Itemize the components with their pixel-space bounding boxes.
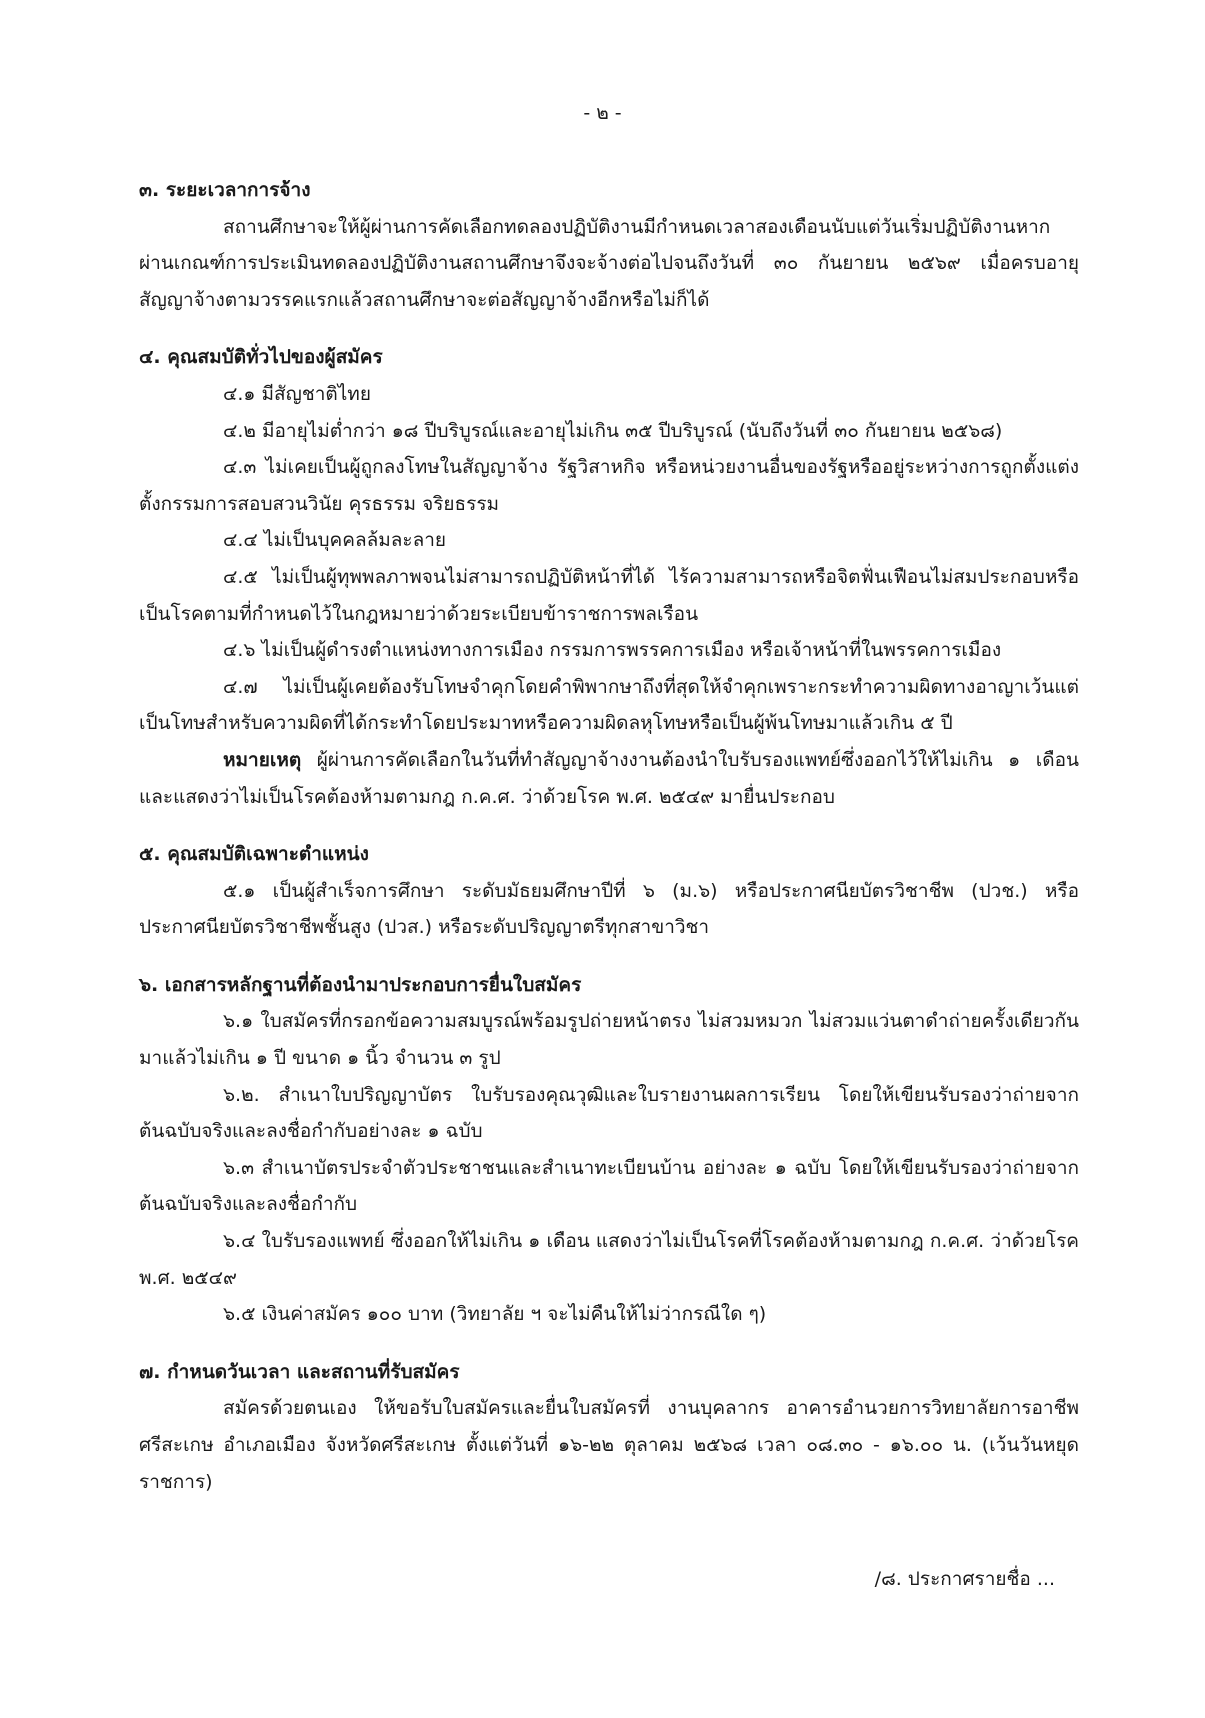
note-label: หมายเหตุ bbox=[223, 748, 302, 771]
paragraph: ๔.๒ มีอายุไม่ต่ำกว่า ๑๘ ปีบริบูรณ์และอายุไม่เกิน ๓๕ ปีบริบูรณ์ (นับถึงวันที่ ๓๐ กันยายน ๒๕๖๘) bbox=[223, 419, 1003, 442]
document-body bbox=[139, 172, 1079, 1500]
note-paragraph bbox=[139, 742, 1079, 815]
paragraph: ๔.๑ มีสัญชาติไทย bbox=[223, 382, 371, 405]
section-heading: ๖. เอกสารหลักฐานที่ต้องนำมาประกอบการยื่นใบสมัคร bbox=[139, 973, 582, 996]
paragraph: ๔.๔ ไม่เป็นบุคคลล้มละลาย bbox=[223, 529, 447, 552]
page-number: - ๒ - bbox=[583, 102, 622, 124]
paragraph: ๖.๑ ใบสมัครที่กรอกข้อความสมบูรณ์พร้อมรูปถ่ายหน้าตรง ไม่สวมหมวก ไม่สวมแว่นตาดำถ่ายครั้งเดียวกัน มาแล้วไม่เกิน ๑ ปี ขนาด ๑ นิ้ว จำนวน ๓ รูป bbox=[139, 1010, 1079, 1070]
section-heading: ๗. กำหนดวันเวลา และสถานที่รับสมัคร bbox=[139, 1360, 460, 1383]
paragraph: สถานศึกษาจะให้ผู้ผ่านการคัดเลือกทดลองปฏิบัติงานมีกำหนดเวลาสองเดือนนับแต่วันเริ่มปฏิบัติงานหากผ่านเกณฑ์การประเมินทดลองปฏิบัติงานสถานศึกษาจึงจะจ้างต่อไปจนถึงวันที่ ๓๐ กันยายน ๒๕๖๙ เมื่อครบอายุสัญญาจ้างตามวรรคแรกแล้วสถานศึกษาจะต่อสัญญาจ้างอีกหรือไม่ก็ได้ bbox=[139, 215, 1079, 311]
paragraph: ๖.๓ สำเนาบัตรประจำตัวประชาชนและสำเนาทะเบียนบ้าน อย่างละ ๑ ฉบับ โดยให้เขียนรับรองว่าถ่ายจากต้นฉบับจริงและลงชื่อกำกับ bbox=[139, 1156, 1079, 1216]
section-heading: ๔. คุณสมบัติทั่วไปของผู้สมัคร bbox=[139, 346, 383, 369]
paragraph: สมัครด้วยตนเอง ให้ขอรับใบสมัครและยื่นใบสมัครที่ งานบุคลากร อาคารอำนวยการวิทยาลัยการอาชีพศรีสะเกษ อำเภอเมือง จังหวัดศรีสะเกษ ตั้งแต่วันที่ ๑๖-๒๒ ตุลาคม ๒๕๖๘ เวลา ๐๘.๓๐ - ๑๖.๐๐ น. (เว้นวันหยุดราชการ) bbox=[139, 1397, 1079, 1493]
section-heading: ๕. คุณสมบัติเฉพาะตำแหน่ง bbox=[139, 843, 369, 866]
section-required-documents bbox=[139, 967, 1079, 1333]
section-application-schedule bbox=[139, 1354, 1079, 1500]
paragraph: ๖.๔ ใบรับรองแพทย์ ซึ่งออกให้ไม่เกิน ๑ เดือน แสดงว่าไม่เป็นโรคที่โรคต้องห้ามตามกฎ ก.ค.ศ. ว่าด้วยโรค พ.ศ. ๒๕๔๙ bbox=[139, 1230, 1079, 1289]
section-position-qualifications bbox=[139, 836, 1079, 946]
paragraph: ๔.๖ ไม่เป็นผู้ดำรงตำแหน่งทางการเมือง กรรมการพรรคการเมือง หรือเจ้าหน้าที่ในพรรคการเมือง bbox=[223, 639, 1002, 662]
paragraph: ๔.๕ ไม่เป็นผู้ทุพพลภาพจนไม่สามารถปฏิบัติหน้าที่ได้ ไร้ความสามารถหรือจิตฟั่นเฟือนไม่สมประกอบหรือเป็นโรคตามที่กำหนดไว้ในกฎหมายว่าด้วยระเบียบข้าราชการพลเรือน bbox=[139, 565, 1079, 625]
next-page-reference: /๘. ประกาศรายชื่อ ... bbox=[874, 1568, 1055, 1590]
paragraph: ๔.๓ ไม่เคยเป็นผู้ถูกลงโทษในสัญญาจ้าง รัฐวิสาหกิจ หรือหน่วยงานอื่นของรัฐหรืออยู่ระหว่างการถูกตั้งแต่งตั้งกรรมการสอบสวนวินัย คุรธรรม จริยธรรม bbox=[139, 456, 1079, 515]
note-text: ผู้ผ่านการคัดเลือกในวันที่ทำสัญญาจ้างงานต้องนำใบรับรองแพทย์ซึ่งออกไว้ให้ไม่เกิน ๑ เดือนและแสดงว่าไม่เป็นโรคต้องห้ามตามกฎ ก.ค.ศ. ว่าด้วยโรค พ.ศ. ๒๕๔๙ มายื่นประกอบ bbox=[139, 748, 1079, 808]
section-employment-period bbox=[139, 172, 1079, 318]
section-heading: ๓. ระยะเวลาการจ้าง bbox=[139, 179, 311, 201]
paragraph: ๔.๗ ไม่เป็นผู้เคยต้องรับโทษจำคุกโดยคำพิพากษาถึงที่สุดให้จำคุกเพราะกระทำความผิดทางอาญาเว้นแต่เป็นโทษสำหรับความผิดที่ได้กระทำโดยประมาทหรือความผิดลหุโทษหรือเป็นผู้พ้นโทษมาแล้วเกิน ๕ ปี bbox=[139, 675, 1079, 735]
paragraph: ๖.๕ เงินค่าสมัคร ๑๐๐ บาท (วิทยาลัย ฯ จะไม่คืนให้ไม่ว่ากรณีใด ๆ) bbox=[223, 1303, 767, 1326]
paragraph: ๕.๑ เป็นผู้สำเร็จการศึกษา ระดับมัธยมศึกษาปีที่ ๖ (ม.๖) หรือประกาศนียบัตรวิชาชีพ (ปวช.) หรือประกาศนียบัตรวิชาชีพชั้นสูง (ปวส.) หรือระดับปริญญาตรีทุกสาขาวิชา bbox=[139, 879, 1079, 939]
section-general-qualifications bbox=[139, 339, 1079, 815]
paragraph: ๖.๒. สำเนาใบปริญญาบัตร ใบรับรองคุณวุฒิและใบรายงานผลการเรียน โดยให้เขียนรับรองว่าถ่ายจากต้นฉบับจริงและลงชื่อกำกับอย่างละ ๑ ฉบับ bbox=[139, 1083, 1079, 1143]
